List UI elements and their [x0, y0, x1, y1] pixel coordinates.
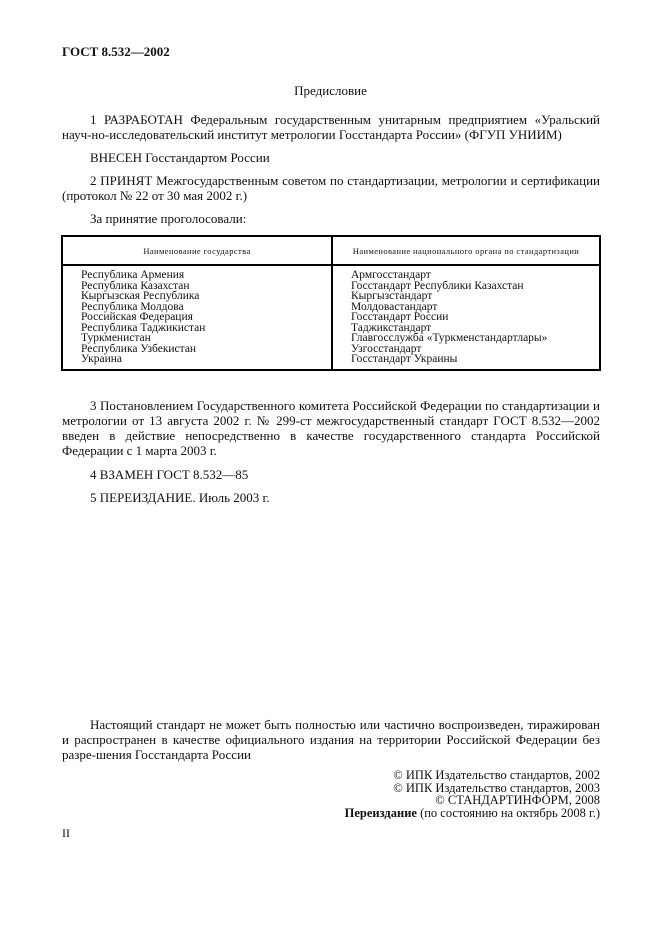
states-cell	[62, 265, 332, 370]
standards-body-name: Узгосстандарт	[351, 342, 422, 355]
standards-bodies-cell	[332, 265, 600, 370]
reissue-line	[345, 807, 600, 820]
standards-body-name: Главгосслужба «Туркменстандартлары»	[351, 332, 548, 344]
copyright-line: © ИПК Издательство стандартов, 2003	[393, 780, 600, 795]
copyright-line: © ИПК Издательство стандартов, 2002	[393, 768, 600, 782]
paragraph-developed-by: 1 РАЗРАБОТАН Федеральным государственным унитарным предприятием «Уральский науч-но-исследовательский институт метрологии Госстандарта России» (ФГУП УНИИМ)	[62, 112, 600, 142]
voting-table	[61, 235, 601, 371]
table-row	[62, 265, 600, 370]
standards-body-name: Таджикстандарт	[351, 321, 432, 334]
paragraph-decree: 3 Постановлением Государственного комитета Российской Федерации по стандартизации и метрологии от 13 августа 2002 г. № 299-ст межгосударственный стандарт ГОСТ 8.532—2002 введен в действие непосредственно в качестве государственного стандарта Российской Федерации с 1 марта 2003 г.	[62, 398, 600, 458]
paragraph-voted-label: За принятие проголосовали:	[90, 211, 247, 226]
state-name: Туркменистан	[81, 332, 151, 344]
table-header-row	[62, 236, 600, 265]
document-id-header: ГОСТ 8.532—2002	[62, 44, 170, 59]
state-name: Российская Федерация	[81, 311, 193, 323]
state-name: Республика Таджикистан	[81, 321, 206, 334]
paragraph-adopted-by: 2 ПРИНЯТ Межгосударственным советом по стандартизации, метрологии и сертификации (протокол № 22 от 30 мая 2002 г.)	[62, 173, 600, 203]
state-name: Кыргызская Республика	[81, 290, 200, 302]
state-name: Украина	[81, 353, 122, 365]
copyright-line: © СТАНДАРТИНФОРМ, 2008	[435, 793, 600, 807]
paragraph-reissue: 5 ПЕРЕИЗДАНИЕ. Июль 2003 г.	[90, 490, 270, 505]
page-number: II	[62, 826, 70, 840]
state-name: Республика Казахстан	[81, 279, 190, 292]
standards-body-name: Госстандарт России	[351, 311, 449, 323]
state-name: Республика Узбекистан	[81, 342, 197, 355]
section-title: Предисловие	[294, 83, 367, 98]
standards-body-name: Кыргызстандарт	[351, 290, 433, 302]
standards-body-name: Армгосстандарт	[351, 269, 431, 281]
paragraph-introduced-by: ВНЕСЕН Госстандартом России	[90, 150, 270, 165]
copyright-block	[345, 769, 600, 819]
column-header-state: Наименование государства	[62, 236, 332, 265]
standards-body-name: Госстандарт Украины	[351, 353, 458, 365]
reissue-label: Переиздание	[344, 805, 417, 820]
paragraph-replaces: 4 ВЗАМЕН ГОСТ 8.532—85	[90, 467, 249, 482]
column-header-standards-body: Наименование национального органа по стандартизации	[332, 236, 600, 265]
reproduction-notice: Настоящий стандарт не может быть полностью или частично воспроизведен, тиражирован и распространен в качестве официального издания на территории Российской Федерации без разре-шения Госстандарта России	[62, 717, 600, 762]
state-name: Республика Армения	[81, 269, 185, 281]
reissue-note: (по состоянию на октябрь 2008 г.)	[420, 805, 600, 820]
state-name: Республика Молдова	[81, 300, 184, 313]
standards-body-name: Молдовастандарт	[351, 300, 438, 313]
standards-body-name: Госстандарт Республики Казахстан	[351, 279, 524, 292]
